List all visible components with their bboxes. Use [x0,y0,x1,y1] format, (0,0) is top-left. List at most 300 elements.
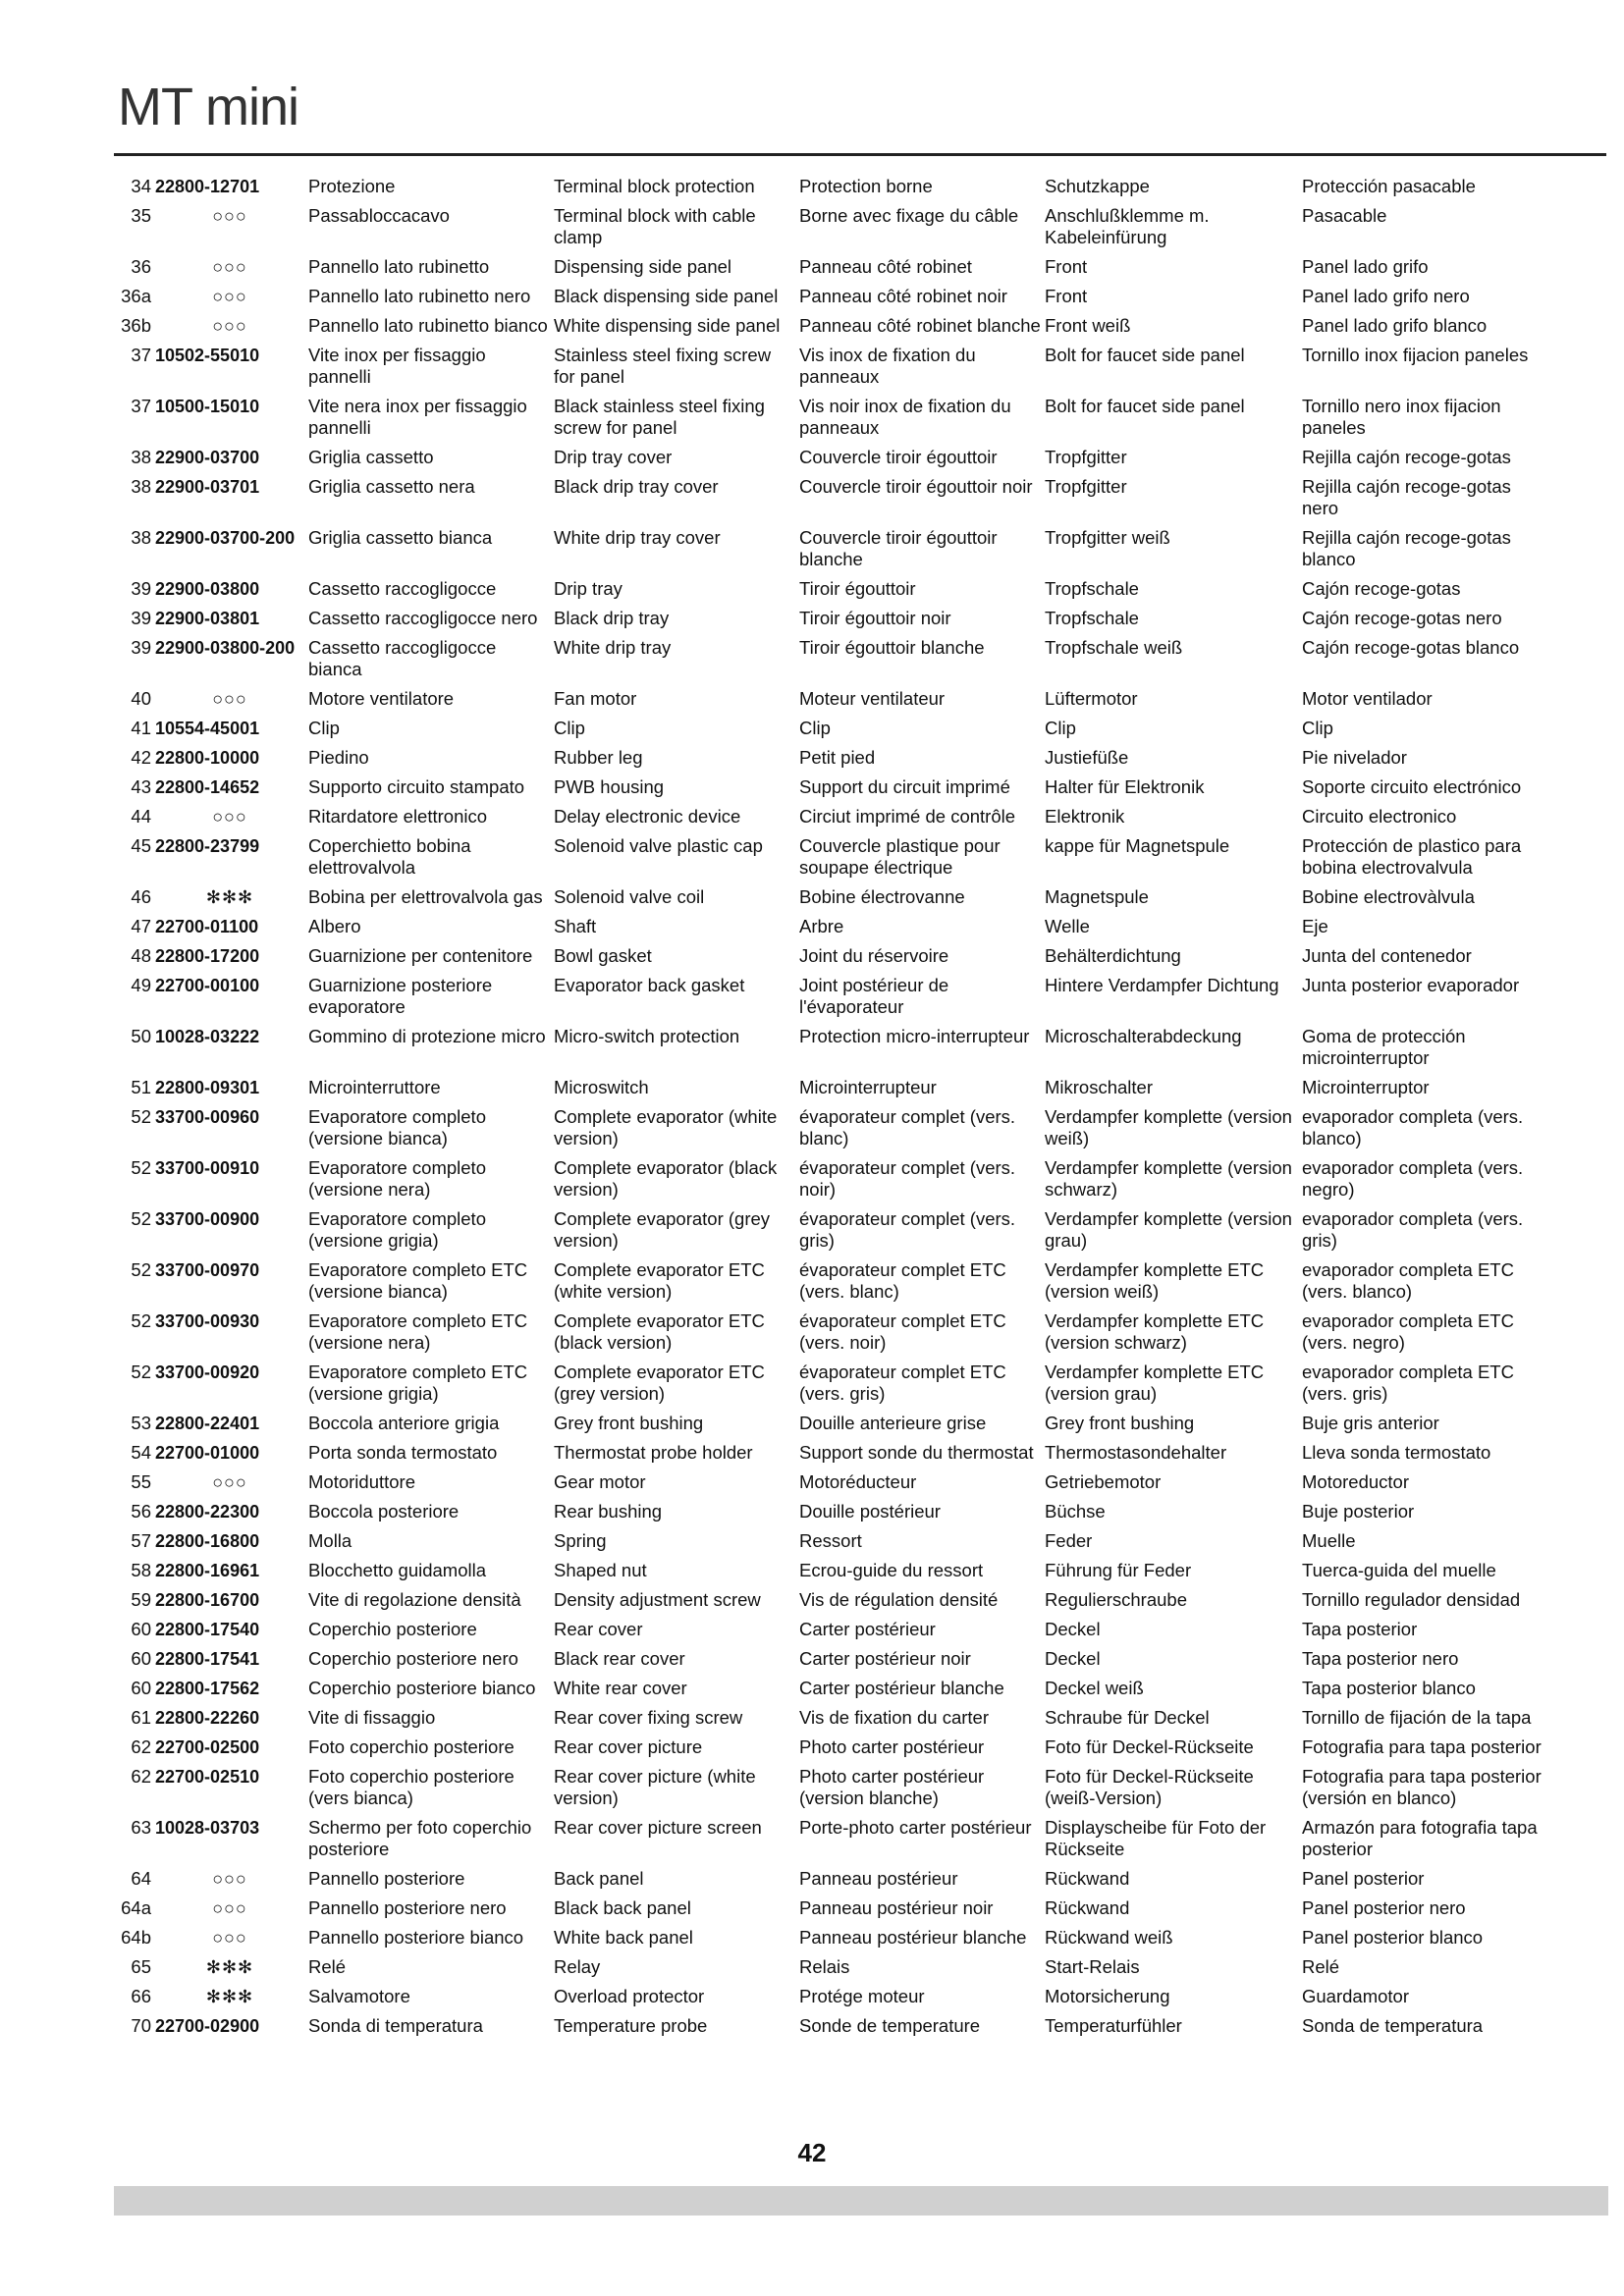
part-code: 22900-03800-200 [155,638,296,658]
description-english: Black drip tray cover [554,476,719,497]
description-french: Panneau côté robinet blanche [799,315,1041,336]
part-code: 10028-03703 [155,1818,260,1838]
description-spanish: evaporador completa ETC (vers. gris) [1302,1362,1514,1404]
position-number: 65 [131,1956,151,1977]
part-code: 22900-03801 [155,609,260,628]
position-number: 62 [131,1766,151,1787]
description-italian: Relé [308,1956,347,1977]
description-italian: Supporto circuito stampato [308,776,525,797]
description-french: Protége moteur [799,1986,925,2006]
description-spanish: Rejilla cajón recoge-gotas nero [1302,476,1511,518]
position-number: 39 [131,608,151,628]
table-row [114,345,1547,396]
part-code: 22800-23799 [155,836,260,856]
description-french: Photo carter postérieur (version blanche) [799,1766,985,1808]
part-code: 22800-10000 [155,748,260,768]
description-spanish: Panel posterior [1302,1868,1425,1889]
description-italian: Motore ventilatore [308,688,455,709]
description-italian: Vite di regolazione densità [308,1589,521,1610]
table-row [114,1619,1547,1648]
position-number: 55 [131,1471,151,1492]
description-german: Deckel [1045,1648,1101,1669]
description-spanish: Cajón recoge-gotas nero [1302,608,1502,628]
description-spanish: Rejilla cajón recoge-gotas blanco [1302,527,1511,569]
table-row [114,2015,1547,2045]
description-german: Microschalterabdeckung [1045,1026,1242,1046]
part-code: ○○○ [212,257,247,277]
description-french: évaporateur complet ETC (vers. gris) [799,1362,1006,1404]
description-italian: Griglia cassetto [308,447,434,467]
description-german: Rückwand weiß [1045,1927,1173,1948]
position-number: 60 [131,1678,151,1698]
description-english: Black stainless steel fixing screw for panel [554,396,765,438]
table-row [114,806,1547,835]
position-number: 64b [121,1927,151,1948]
description-spanish: evaporador completa (vers. blanco) [1302,1106,1524,1148]
description-french: Couvercle tiroir égouttoir [799,447,998,467]
table-row [114,527,1547,578]
position-number: 53 [131,1413,151,1433]
description-french: Vis noir inox de fixation du panneaux [799,396,1011,438]
description-italian: Pannello lato rubinetto [308,256,490,277]
position-number: 57 [131,1530,151,1551]
description-german: Foto für Deckel-Rückseite [1045,1736,1254,1757]
description-english: Stainless steel fixing screw for panel [554,345,772,387]
position-number: 39 [131,637,151,658]
position-number: 64a [121,1897,151,1918]
description-german: Bolt for faucet side panel [1045,396,1245,416]
table-row [114,1560,1547,1589]
table-row [114,578,1547,608]
description-french: Panneau côté robinet [799,256,972,277]
description-french: Support du circuit imprimé [799,776,1010,797]
table-row [114,776,1547,806]
description-italian: Blocchetto guidamolla [308,1560,486,1580]
part-code: 22800-16961 [155,1561,260,1580]
description-italian: Evaporatore completo (versione grigia) [308,1208,486,1251]
description-german: Verdampfer komplette (version weiß) [1045,1106,1292,1148]
part-code: ○○○ [212,1898,247,1918]
part-code: 22700-02500 [155,1737,260,1757]
description-german: Lüftermotor [1045,688,1138,709]
description-spanish: Junta posterior evaporador [1302,975,1520,995]
description-german: Schutzkappe [1045,176,1150,196]
description-french: évaporateur complet ETC (vers. noir) [799,1310,1006,1353]
description-french: Joint du réservoire [799,945,949,966]
position-number: 50 [131,1026,151,1046]
description-italian: Coperchio posteriore bianco [308,1678,536,1698]
position-number: 43 [131,776,151,797]
description-english: Black drip tray [554,608,670,628]
description-french: Protection micro-interrupteur [799,1026,1030,1046]
description-english: PWB housing [554,776,665,797]
description-french: évaporateur complet (vers. noir) [799,1157,1016,1200]
description-english: White drip tray cover [554,527,721,548]
position-number: 48 [131,945,151,966]
table-row [114,1259,1547,1310]
part-code: 22900-03700-200 [155,528,296,548]
table-row [114,476,1547,527]
description-italian: Passabloccacavo [308,205,450,226]
table-row [114,608,1547,637]
description-spanish: Tapa posterior [1302,1619,1418,1639]
description-italian: Schermo per foto coperchio posteriore [308,1817,532,1859]
description-italian: Vite nera inox per fissaggio pannelli [308,396,527,438]
description-spanish: Protección pasacable [1302,176,1476,196]
position-number: 60 [131,1619,151,1639]
description-german: Verdampfer komplette ETC (version schwarz) [1045,1310,1265,1353]
description-english: White dispensing side panel [554,315,781,336]
description-german: Verdampfer komplette (version schwarz) [1045,1157,1292,1200]
description-spanish: Panel lado grifo [1302,256,1429,277]
description-english: Terminal block with cable clamp [554,205,756,247]
description-italian: Pannello posteriore [308,1868,465,1889]
position-number: 52 [131,1362,151,1382]
description-french: Arbre [799,916,844,936]
description-english: Black dispensing side panel [554,286,779,306]
description-german: Justiefüße [1045,747,1129,768]
position-number: 52 [131,1106,151,1127]
description-french: Panneau postérieur blanche [799,1927,1027,1948]
position-number: 47 [131,916,151,936]
position-number: 59 [131,1589,151,1610]
description-spanish: Tapa posterior nero [1302,1648,1459,1669]
table-row [114,1707,1547,1736]
description-italian: Boccola posteriore [308,1501,460,1522]
description-english: Rear cover picture (white version) [554,1766,756,1808]
position-number: 70 [131,2015,151,2036]
position-number: 54 [131,1442,151,1463]
description-spanish: evaporador completa (vers. gris) [1302,1208,1524,1251]
table-row [114,1817,1547,1868]
description-italian: Foto coperchio posteriore [308,1736,514,1757]
description-spanish: Motoreductor [1302,1471,1409,1492]
title-divider [114,153,1606,156]
description-spanish: Panel posterior blanco [1302,1927,1484,1948]
description-german: Foto für Deckel-Rückseite (weiß-Version) [1045,1766,1254,1808]
position-number: 36b [121,315,151,336]
description-spanish: Pie nivelador [1302,747,1407,768]
description-german: Schraube für Deckel [1045,1707,1210,1728]
position-number: 37 [131,345,151,365]
description-french: Sonde de temperature [799,2015,981,2036]
part-code: 33700-00930 [155,1311,260,1331]
description-italian: Griglia cassetto bianca [308,527,493,548]
description-english: Spring [554,1530,607,1551]
description-english: Complete evaporator ETC (white version) [554,1259,765,1302]
description-english: Black rear cover [554,1648,685,1669]
description-english: Rear cover fixing screw [554,1707,743,1728]
description-french: Vis de fixation du carter [799,1707,989,1728]
description-spanish: Rejilla cajón recoge-gotas [1302,447,1511,467]
table-row [114,205,1547,256]
description-italian: Vite inox per fissaggio pannelli [308,345,486,387]
description-italian: Clip [308,718,340,738]
position-number: 58 [131,1560,151,1580]
description-french: Moteur ventilateur [799,688,946,709]
description-english: Black back panel [554,1897,691,1918]
description-english: Rubber leg [554,747,643,768]
description-spanish: Motor ventilador [1302,688,1433,709]
description-french: Ressort [799,1530,862,1551]
description-spanish: Junta del contenedor [1302,945,1472,966]
description-spanish: Pasacable [1302,205,1387,226]
description-english: Rear bushing [554,1501,663,1522]
description-german: Verdampfer komplette ETC (version grau) [1045,1362,1265,1404]
position-number: 34 [131,176,151,196]
description-english: Complete evaporator (black version) [554,1157,778,1200]
description-english: White drip tray [554,637,672,658]
description-german: Tropfschale [1045,578,1139,599]
table-row [114,1471,1547,1501]
table-row [114,886,1547,916]
position-number: 46 [131,886,151,907]
description-english: Rear cover picture [554,1736,703,1757]
position-number: 63 [131,1817,151,1838]
description-german: Tropfgitter [1045,476,1127,497]
description-italian: Coperchietto bobina elettrovalvola [308,835,471,878]
position-number: 36 [131,256,151,277]
description-spanish: Tornillo inox fijacion paneles [1302,345,1529,365]
description-english: White back panel [554,1927,693,1948]
description-german: Temperaturfühler [1045,2015,1182,2036]
description-english: White rear cover [554,1678,687,1698]
description-spanish: Muelle [1302,1530,1356,1551]
spare-parts-table-body [114,176,1547,2045]
table-row [114,1157,1547,1208]
description-spanish: Sonda de temperatura [1302,2015,1484,2036]
description-french: Photo carter postérieur [799,1736,985,1757]
description-english: Drip tray cover [554,447,673,467]
description-english: Rear cover picture screen [554,1817,762,1838]
table-row [114,1106,1547,1157]
description-spanish: Relé [1302,1956,1340,1977]
part-code: 22800-22300 [155,1502,260,1522]
table-row [114,1678,1547,1707]
description-german: Front [1045,256,1088,277]
description-french: Protection borne [799,176,933,196]
description-english: Complete evaporator ETC (black version) [554,1310,765,1353]
description-spanish: Circuito electronico [1302,806,1457,827]
description-english: Solenoid valve coil [554,886,705,907]
footer-bar [114,2186,1608,2216]
description-english: Relay [554,1956,601,1977]
description-italian: Piedino [308,747,369,768]
table-row [114,1026,1547,1077]
description-spanish: Cajón recoge-gotas blanco [1302,637,1520,658]
table-row [114,1648,1547,1678]
table-row [114,916,1547,945]
description-italian: Pannello lato rubinetto nero [308,286,531,306]
description-german: Rückwand [1045,1897,1130,1918]
part-code: 22800-22401 [155,1414,260,1433]
table-row [114,747,1547,776]
part-code: ✻✻✻ [205,887,254,907]
description-german: Deckel weiß [1045,1678,1144,1698]
description-french: Douille anterieure grise [799,1413,987,1433]
table-row [114,1986,1547,2015]
part-code: ○○○ [212,1928,247,1948]
part-code: 33700-00960 [155,1107,260,1127]
description-french: Panneau postérieur [799,1868,958,1889]
table-row [114,315,1547,345]
description-french: Borne avec fixage du câble [799,205,1019,226]
description-spanish: Fotografia para tapa posterior [1302,1736,1542,1757]
description-german: Getriebemotor [1045,1471,1162,1492]
part-code: ○○○ [212,287,247,306]
position-number: 38 [131,447,151,467]
part-code: 10502-55010 [155,346,260,365]
description-english: Delay electronic device [554,806,741,827]
description-german: Hintere Verdampfer Dichtung [1045,975,1279,995]
table-row [114,975,1547,1026]
description-spanish: Panel posterior nero [1302,1897,1466,1918]
position-number: 60 [131,1648,151,1669]
description-italian: Griglia cassetto nera [308,476,475,497]
description-italian: Pannello lato rubinetto bianco [308,315,548,336]
description-german: Tropfschale weiß [1045,637,1183,658]
table-row [114,1868,1547,1897]
description-french: Tiroir égouttoir noir [799,608,951,628]
description-french: Microinterrupteur [799,1077,937,1097]
description-german: Welle [1045,916,1090,936]
position-number: 41 [131,718,151,738]
position-number: 35 [131,205,151,226]
table-row [114,688,1547,718]
description-spanish: Panel lado grifo blanco [1302,315,1488,336]
table-row [114,447,1547,476]
description-spanish: Tornillo nero inox fijacion paneles [1302,396,1501,438]
position-number: 49 [131,975,151,995]
part-code: 22700-02510 [155,1767,260,1787]
description-german: Displayscheibe für Foto der Rückseite [1045,1817,1267,1859]
description-french: évaporateur complet (vers. blanc) [799,1106,1016,1148]
description-italian: Boccola anteriore grigia [308,1413,500,1433]
part-code: ○○○ [212,807,247,827]
position-number: 62 [131,1736,151,1757]
description-english: Clip [554,718,585,738]
description-german: Start-Relais [1045,1956,1140,1977]
table-row [114,176,1547,205]
position-number: 45 [131,835,151,856]
description-spanish: Cajón recoge-gotas [1302,578,1461,599]
part-code: 33700-00900 [155,1209,260,1229]
description-french: Tiroir égouttoir blanche [799,637,985,658]
description-spanish: Soporte circuito electrónico [1302,776,1522,797]
description-italian: Evaporatore completo (versione bianca) [308,1106,486,1148]
position-number: 38 [131,476,151,497]
description-german: Rückwand [1045,1868,1130,1889]
description-english: Shaft [554,916,597,936]
description-french: Petit pied [799,747,876,768]
table-row [114,637,1547,688]
description-english: Microswitch [554,1077,649,1097]
description-spanish: Panel lado grifo nero [1302,286,1470,306]
table-row [114,1413,1547,1442]
description-italian: Vite di fissaggio [308,1707,436,1728]
description-french: Panneau côté robinet noir [799,286,1007,306]
position-number: 42 [131,747,151,768]
description-italian: Cassetto raccogligocce nero [308,608,538,628]
description-italian: Microinterruttore [308,1077,441,1097]
description-french: Couvercle tiroir égouttoir blanche [799,527,998,569]
description-italian: Cassetto raccogligocce [308,578,497,599]
description-french: Carter postérieur blanche [799,1678,1004,1698]
part-code: 33700-00920 [155,1362,260,1382]
part-code: ○○○ [212,1869,247,1889]
description-english: Drip tray [554,578,623,599]
description-italian: Pannello posteriore nero [308,1897,507,1918]
description-french: Ecrou-guide du ressort [799,1560,984,1580]
description-italian: Evaporatore completo ETC (versione grigia) [308,1362,528,1404]
description-french: Couvercle tiroir égouttoir noir [799,476,1033,497]
description-italian: Evaporatore completo ETC (versione nera) [308,1310,528,1353]
page-title: MT mini [118,78,299,136]
part-code: 22900-03800 [155,579,260,599]
description-english: Rear cover [554,1619,643,1639]
part-code: 22800-17200 [155,946,260,966]
description-spanish: Clip [1302,718,1333,738]
position-number: 40 [131,688,151,709]
description-spanish: Tornillo de fijación de la tapa [1302,1707,1532,1728]
table-row [114,835,1547,886]
part-code: 22700-00100 [155,976,260,995]
part-code: 22800-12701 [155,177,260,196]
description-german: Verdampfer komplette ETC (version weiß) [1045,1259,1265,1302]
description-italian: Coperchio posteriore [308,1619,477,1639]
part-code: 22800-16800 [155,1531,260,1551]
table-row [114,1589,1547,1619]
position-number: 52 [131,1208,151,1229]
position-number: 52 [131,1259,151,1280]
part-code: 22800-14652 [155,777,260,797]
part-code: ○○○ [212,1472,247,1492]
part-code: ✻✻✻ [205,1957,254,1977]
description-italian: Bobina per elettrovalvola gas [308,886,543,907]
description-french: évaporateur complet (vers. gris) [799,1208,1016,1251]
description-french: Douille postérieur [799,1501,941,1522]
position-number: 37 [131,396,151,416]
part-code: 22900-03700 [155,448,260,467]
description-spanish: evaporador completa ETC (vers. negro) [1302,1310,1514,1353]
table-row [114,256,1547,286]
table-row [114,718,1547,747]
description-german: Büchse [1045,1501,1106,1522]
description-english: Evaporator back gasket [554,975,745,995]
part-code: 10554-45001 [155,719,260,738]
position-number: 36a [121,286,151,306]
description-spanish: Bobine electrovàlvula [1302,886,1475,907]
description-german: Halter für Elektronik [1045,776,1205,797]
description-italian: Coperchio posteriore nero [308,1648,518,1669]
table-row [114,1897,1547,1927]
description-german: Anschlußklemme m. Kabeleinfürung [1045,205,1210,247]
part-code: ✻✻✻ [205,1987,254,2006]
description-spanish: Tapa posterior blanco [1302,1678,1476,1698]
description-german: Regulierschraube [1045,1589,1188,1610]
description-italian: Pannello posteriore bianco [308,1927,524,1948]
description-french: Carter postérieur noir [799,1648,971,1669]
description-italian: Ritardatore elettronico [308,806,488,827]
position-number: 61 [131,1707,151,1728]
description-german: Elektronik [1045,806,1125,827]
description-spanish: Lleva sonda termostato [1302,1442,1491,1463]
table-row [114,1077,1547,1106]
description-italian: Guarnizione posteriore evaporatore [308,975,493,1017]
description-spanish: Tornillo regulador densidad [1302,1589,1521,1610]
description-german: Führung für Feder [1045,1560,1192,1580]
description-italian: Porta sonda termostato [308,1442,498,1463]
